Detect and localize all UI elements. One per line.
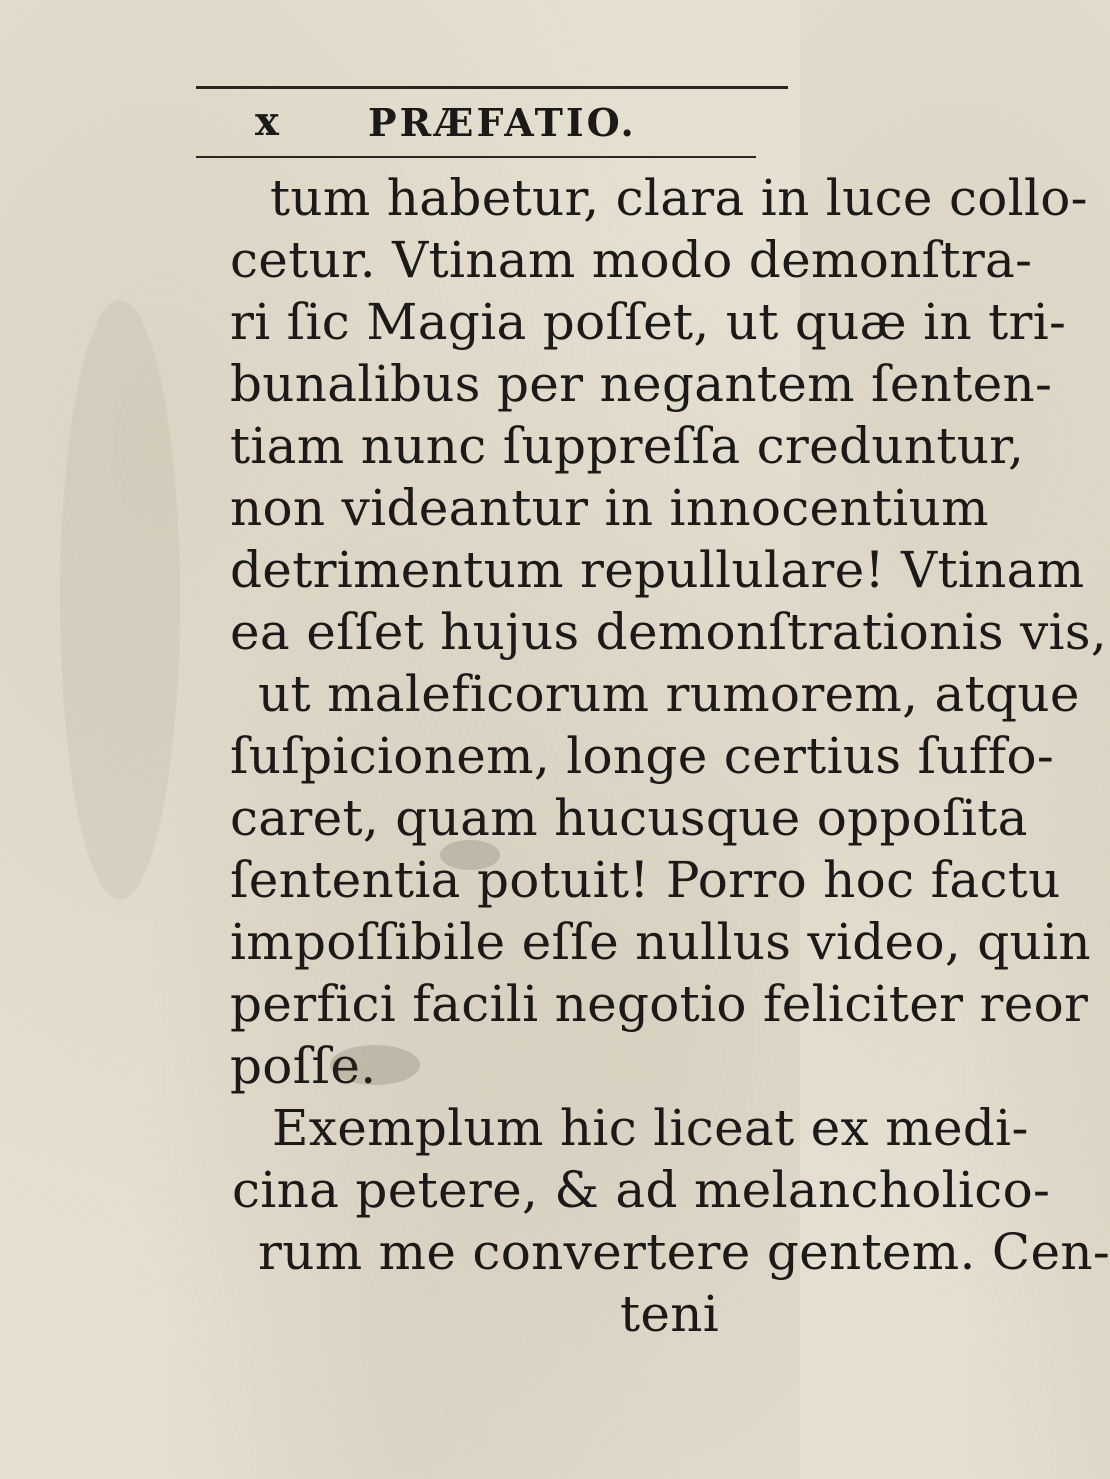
text-line: tiam nunc ſuppreſſa creduntur, [230,417,1025,475]
ink-stain [440,840,500,870]
text-line: non videantur in innocentium [230,479,989,537]
text-line: cina petere, & ad melancholico- [232,1161,1051,1219]
text-line: caret, quam hucusque oppoſita [230,789,1028,847]
text-line: Exemplum hic liceat ex medi- [272,1099,1029,1157]
text-line: ut maleficorum rumorem, atque [258,665,1080,723]
header-top-rule [196,86,788,89]
text-line: rum me convertere gentem. Cen- [258,1223,1110,1281]
text-line: ea eſſet hujus demonſtrationis vis, [230,603,1107,661]
text-line: teni [620,1285,720,1343]
page-number: x [255,98,280,145]
text-line: ri ſic Magia poſſet, ut quæ in tri- [230,293,1067,351]
text-line: perfici facili negotio feliciter reor [230,975,1089,1033]
text-line: ſententia potuit! Porro hoc factu [230,851,1061,909]
text-line: tum habetur, clara in luce collo- [270,169,1088,227]
text-line: impoſſibile eſſe nullus video, quin [230,913,1091,971]
running-header [0,98,800,148]
running-title: PRÆFATIO. [368,100,637,145]
text-line: bunalibus per negantem ſenten- [230,355,1053,413]
text-line: poſſe. [230,1037,377,1095]
ink-stain [330,1045,420,1085]
paper-shadow [60,300,180,900]
header-bottom-rule [196,156,756,158]
text-line: detrimentum repullulare! Vtinam [230,541,1085,599]
text-line: cetur. Vtinam modo demonſtra- [230,231,1033,289]
text-line: ſuſpicionem, longe certius ſuffo- [230,727,1055,785]
